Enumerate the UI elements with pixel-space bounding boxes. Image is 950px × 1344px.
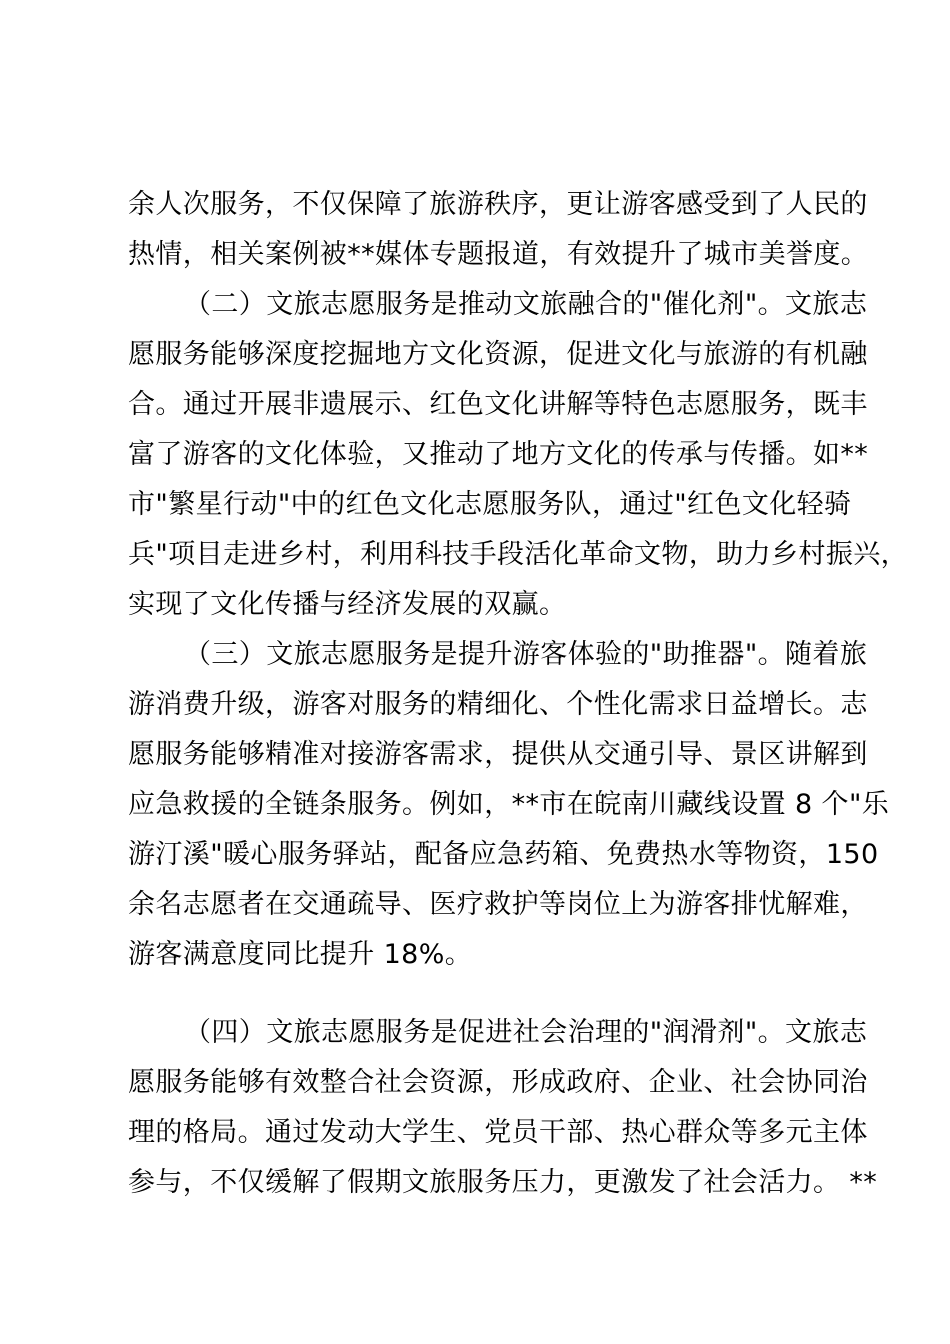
text-line: 富了游客的文化体验，又推动了地方文化的传承与传播。如**	[128, 439, 869, 470]
text-line: 余人次服务，不仅保障了旅游秩序，更让游客感受到了人民的	[128, 189, 868, 220]
section-heading-3: （三）文旅志愿服务是提升游客体验的"助推器"。随着旅	[184, 639, 868, 670]
section-heading-2: （二）文旅志愿服务是推动文旅融合的"催化剂"。文旅志	[184, 289, 868, 320]
text-line: 愿服务能够有效整合社会资源，形成政府、企业、社会协同治	[128, 1067, 868, 1098]
text-line: 参与，不仅缓解了假期文旅服务压力，更激发了社会活力。 **	[128, 1167, 878, 1198]
text-line: 愿服务能够深度挖掘地方文化资源，促进文化与旅游的有机融	[128, 339, 868, 370]
text-line: 兵"项目走进乡村，利用科技手段活化革命文物，助力乡村振兴，	[128, 539, 909, 570]
text-line: 游客满意度同比提升 18%。	[128, 939, 473, 970]
text-line: 实现了文化传播与经济发展的双赢。	[128, 589, 567, 620]
text-line: 市"繁星行动"中的红色文化志愿服务队，通过"红色文化轻骑	[128, 489, 852, 520]
text-line: 理的格局。通过发动大学生、党员干部、热心群众等多元主体	[128, 1117, 868, 1148]
text-line: 余名志愿者在交通疏导、医疗救护等岗位上为游客排忧解难，	[128, 889, 868, 920]
text-line: 游消费升级，游客对服务的精细化、个性化需求日益增长。志	[128, 689, 868, 720]
text-line: 热情，相关案例被**媒体专题报道，有效提升了城市美誉度。	[128, 239, 869, 270]
text-line: 应急救援的全链条服务。例如，**市在皖南川藏线设置 8 个"乐	[128, 789, 890, 820]
section-heading-4: （四）文旅志愿服务是促进社会治理的"润滑剂"。文旅志	[184, 1017, 868, 1048]
text-line: 游汀溪"暖心服务驿站，配备应急药箱、免费热水等物资，150	[128, 839, 879, 870]
text-line: 愿服务能够精准对接游客需求，提供从交通引导、景区讲解到	[128, 739, 868, 770]
text-line: 合。通过开展非遗展示、红色文化讲解等特色志愿服务，既丰	[128, 389, 868, 420]
